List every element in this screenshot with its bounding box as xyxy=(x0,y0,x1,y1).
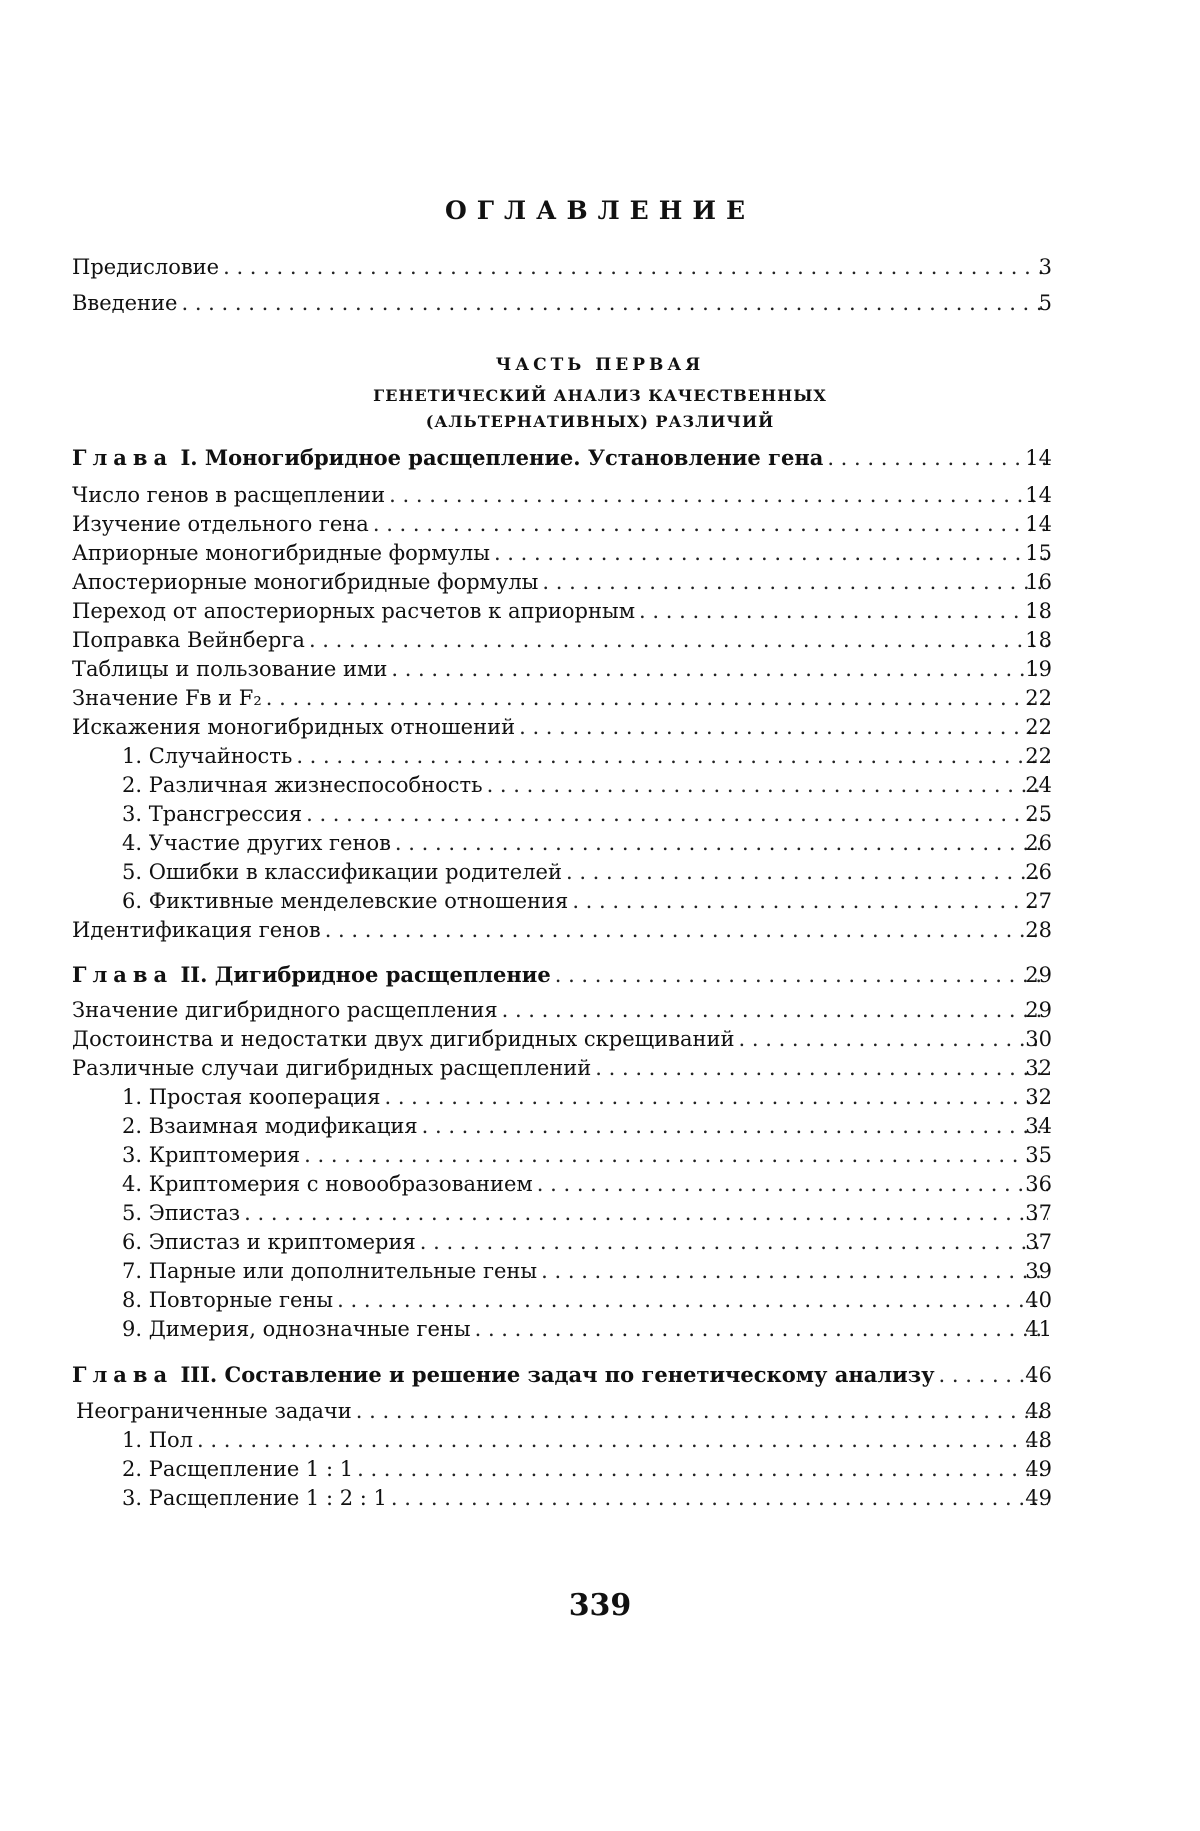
entry-label: 1. Пол xyxy=(122,1428,194,1452)
entry-page: 26 xyxy=(1025,831,1052,855)
toc-entry[interactable] xyxy=(72,511,1052,537)
toc-subentry[interactable] xyxy=(122,1229,1052,1255)
toc-subentry[interactable] xyxy=(122,1113,1052,1139)
leader-dots xyxy=(595,1055,1048,1081)
toc-subentry[interactable] xyxy=(122,1316,1052,1342)
entry-label: 9. Димерия, однозначные гены xyxy=(122,1317,471,1341)
toc-entry[interactable] xyxy=(72,540,1052,566)
toc-entry[interactable] xyxy=(72,598,1052,624)
leader-dots xyxy=(389,482,1048,508)
entry-page: 49 xyxy=(1025,1486,1052,1510)
page-title: ОГЛАВЛЕНИЕ xyxy=(444,196,756,225)
page-number: 339 xyxy=(568,1588,632,1623)
toc-entry[interactable] xyxy=(72,627,1052,653)
entry-page: 14 xyxy=(1025,446,1052,470)
toc-chapter-2[interactable] xyxy=(72,962,1052,988)
entry-page: 41 xyxy=(1025,1317,1052,1341)
toc-entry[interactable] xyxy=(72,569,1052,595)
entry-label: 2. Взаимная модификация xyxy=(122,1114,418,1138)
entry-page: 48 xyxy=(1025,1399,1052,1423)
leader-dots xyxy=(555,962,1048,988)
entry-page: 37 xyxy=(1025,1201,1052,1225)
part-title: ЧАСТЬ ПЕРВАЯ xyxy=(495,355,705,375)
entry-page: 18 xyxy=(1025,628,1052,652)
toc-subentry[interactable] xyxy=(122,1427,1052,1453)
entry-page: 34 xyxy=(1025,1114,1052,1138)
entry-label: Переход от апостериорных расчетов к априорным xyxy=(72,599,636,623)
entry-label: Различные случаи дигибридных расщеплений xyxy=(72,1056,592,1080)
toc-subentry[interactable] xyxy=(122,1084,1052,1110)
leader-dots xyxy=(223,254,1048,280)
toc-entry[interactable] xyxy=(72,482,1052,508)
entry-label: 7. Парные или дополнительные гены xyxy=(122,1259,538,1283)
toc-entry[interactable] xyxy=(72,1026,1052,1052)
leader-dots xyxy=(395,830,1048,856)
entry-label: 5. Ошибки в классификации родителей xyxy=(122,860,562,884)
chapter-title: III. Составление и решение задач по генетическому анализу xyxy=(180,1362,935,1387)
toc-subentry[interactable] xyxy=(122,859,1052,885)
entry-label: 6. Фиктивные менделевские отношения xyxy=(122,889,569,913)
toc-subentry[interactable] xyxy=(122,1456,1052,1482)
toc-chapter-1[interactable] xyxy=(72,445,1052,471)
leader-dots xyxy=(181,290,1048,316)
leader-dots xyxy=(566,859,1048,885)
entry-label: Идентификация генов xyxy=(72,918,321,942)
entry-page: 32 xyxy=(1025,1056,1052,1080)
leader-dots xyxy=(357,1456,1048,1482)
entry-page: 25 xyxy=(1025,802,1052,826)
toc-subentry[interactable] xyxy=(122,801,1052,827)
entry-label: Априорные моногибридные формулы xyxy=(72,541,490,565)
leader-dots xyxy=(475,1316,1048,1342)
entry-label: Неограниченные задачи xyxy=(76,1399,352,1423)
toc-subentry[interactable] xyxy=(122,1485,1052,1511)
entry-label: Предисловие xyxy=(72,255,220,279)
toc-entry[interactable] xyxy=(72,1055,1052,1081)
leader-dots xyxy=(639,598,1048,624)
toc-subentry[interactable] xyxy=(122,830,1052,856)
entry-label: 4. Криптомерия с новообразованием xyxy=(122,1172,533,1196)
entry-label: Введение xyxy=(72,291,178,315)
entry-page: 32 xyxy=(1025,1085,1052,1109)
toc-entry[interactable] xyxy=(72,917,1052,943)
chapter-word: Глава xyxy=(72,962,174,987)
entry-page: 28 xyxy=(1025,918,1052,942)
entry-page: 18 xyxy=(1025,599,1052,623)
leader-dots xyxy=(422,1113,1048,1139)
entry-page: 22 xyxy=(1025,715,1052,739)
entry-label: 6. Эпистаз и криптомерия xyxy=(122,1230,416,1254)
toc-subentry[interactable] xyxy=(122,1258,1052,1284)
entry-page: 46 xyxy=(1025,1363,1052,1387)
entry-label: 4. Участие других генов xyxy=(122,831,391,855)
chapter-title: II. Дигибридное расщепление xyxy=(180,962,551,987)
entry-page: 3 xyxy=(1038,255,1052,279)
leader-dots xyxy=(537,1171,1048,1197)
leader-dots xyxy=(502,997,1048,1023)
leader-dots xyxy=(391,1485,1048,1511)
entry-page: 29 xyxy=(1025,963,1052,987)
entry-label: 3. Трансгрессия xyxy=(122,802,303,826)
entry-label: 2. Различная жизнеспособность xyxy=(122,773,483,797)
entry-page: 49 xyxy=(1025,1457,1052,1481)
leader-dots xyxy=(337,1287,1048,1313)
entry-page: 36 xyxy=(1025,1172,1052,1196)
entry-page: 37 xyxy=(1025,1230,1052,1254)
entry-label: 2. Расщепление 1 : 1 xyxy=(122,1457,354,1481)
toc-subentry[interactable] xyxy=(122,743,1052,769)
toc-subentry[interactable] xyxy=(122,1171,1052,1197)
entry-page: 29 xyxy=(1025,998,1052,1022)
entry-label: Поправка Вейнберга xyxy=(72,628,305,652)
entry-label: 3. Криптомерия xyxy=(122,1143,301,1167)
entry-label: Значение дигибридного расщепления xyxy=(72,998,498,1022)
leader-dots xyxy=(244,1200,1048,1226)
entry-page: 5 xyxy=(1038,291,1052,315)
entry-label: Искажения моногибридных отношений xyxy=(72,715,516,739)
leader-dots xyxy=(296,743,1048,769)
toc-entry-introduction[interactable] xyxy=(72,290,1052,316)
toc-entry[interactable] xyxy=(72,656,1052,682)
entry-label: Апостериорные моногибридные формулы xyxy=(72,570,539,594)
entry-page: 30 xyxy=(1025,1027,1052,1051)
entry-page: 15 xyxy=(1025,541,1052,565)
leader-dots xyxy=(572,888,1048,914)
entry-page: 14 xyxy=(1025,512,1052,536)
entry-page: 16 xyxy=(1025,570,1052,594)
entry-label: 8. Повторные гены xyxy=(122,1288,334,1312)
entry-page: 35 xyxy=(1025,1143,1052,1167)
leader-dots xyxy=(325,917,1048,943)
part-subtitle: (АЛЬТЕРНАТИВНЫХ) РАЗЛИЧИЙ xyxy=(425,412,775,431)
chapter-title: I. Моногибридное расщепление. Установление гена xyxy=(180,445,824,470)
entry-label: Достоинства и недостатки двух дигибридных скрещиваний xyxy=(72,1027,735,1051)
entry-label: 5. Эпистаз xyxy=(122,1201,241,1225)
toc-entry[interactable] xyxy=(76,1398,1052,1424)
entry-label: Изучение отдельного гена xyxy=(72,512,369,536)
toc-entry[interactable] xyxy=(72,685,1052,711)
toc-subentry[interactable] xyxy=(122,1287,1052,1313)
part-subtitle: ГЕНЕТИЧЕСКИЙ АНАЛИЗ КАЧЕСТВЕННЫХ xyxy=(373,386,827,405)
entry-page: 27 xyxy=(1025,889,1052,913)
leader-dots xyxy=(541,1258,1048,1284)
entry-label: Число генов в расщеплении xyxy=(72,483,386,507)
chapter-word: Глава xyxy=(72,445,174,470)
entry-label: 1. Случайность xyxy=(122,744,293,768)
leader-dots xyxy=(519,714,1048,740)
leader-dots xyxy=(197,1427,1048,1453)
toc-subentry[interactable] xyxy=(122,1200,1052,1226)
entry-page: 39 xyxy=(1025,1259,1052,1283)
entry-page: 24 xyxy=(1025,773,1052,797)
entry-label: 1. Простая кооперация xyxy=(122,1085,381,1109)
toc-subentry[interactable] xyxy=(122,772,1052,798)
leader-dots xyxy=(373,511,1048,537)
leader-dots xyxy=(306,801,1048,827)
leader-dots xyxy=(309,627,1048,653)
toc-entry[interactable] xyxy=(72,997,1052,1023)
leader-dots xyxy=(384,1084,1048,1110)
toc-subentry[interactable] xyxy=(122,888,1052,914)
leader-dots xyxy=(542,569,1048,595)
leader-dots xyxy=(304,1142,1048,1168)
entry-page: 40 xyxy=(1025,1288,1052,1312)
toc-chapter-3[interactable] xyxy=(72,1362,1052,1388)
entry-page: 22 xyxy=(1025,686,1052,710)
entry-page: 26 xyxy=(1025,860,1052,884)
entry-label: 3. Расщепление 1 : 2 : 1 xyxy=(122,1486,387,1510)
toc-subentry[interactable] xyxy=(122,1142,1052,1168)
leader-dots xyxy=(391,656,1048,682)
leader-dots xyxy=(487,772,1048,798)
chapter-word: Глава xyxy=(72,1362,174,1387)
entry-page: 14 xyxy=(1025,483,1052,507)
entry-page: 22 xyxy=(1025,744,1052,768)
entry-page: 19 xyxy=(1025,657,1052,681)
entry-label: Таблицы и пользование ими xyxy=(72,657,388,681)
entry-label: Значение Fв и F₂ xyxy=(72,686,262,710)
leader-dots xyxy=(494,540,1048,566)
toc-entry-preface[interactable] xyxy=(72,254,1052,280)
entry-page: 48 xyxy=(1025,1428,1052,1452)
toc-entry[interactable] xyxy=(72,714,1052,740)
leader-dots xyxy=(420,1229,1048,1255)
leader-dots xyxy=(266,685,1048,711)
leader-dots xyxy=(356,1398,1048,1424)
